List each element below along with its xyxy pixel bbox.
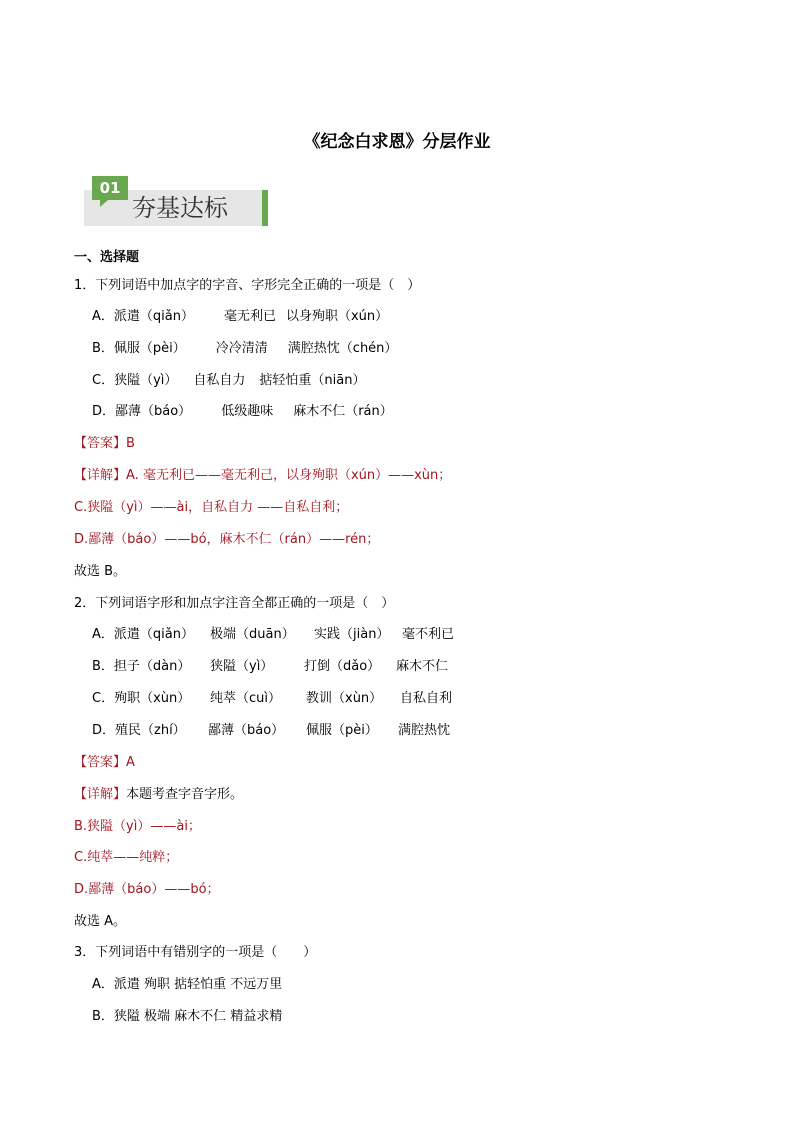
section-banner <box>84 176 274 228</box>
q2-b-word1: B．担子（dàn） <box>92 659 191 674</box>
q2-detail-intro: 本题考查字音字形。 <box>126 787 244 802</box>
q2-option-c <box>92 687 452 706</box>
q3-stem: 3．下列词语中有错别字的一项是（ ） <box>74 945 317 960</box>
q1-option-b <box>92 337 397 356</box>
q1-detail-line-2: C.狭隘（yì）——ài，自私自力 ——自私自利； <box>74 500 349 515</box>
q2-a-word2: 极端（duān） <box>210 627 295 642</box>
q2-option-b <box>92 655 448 674</box>
q1-d-word2: 低级趣味 <box>221 404 274 419</box>
q2-a-word3: 实践（jiàn） <box>314 627 390 642</box>
q3-option-a: A．派遣 殉职 掂轻怕重 不远万里 <box>92 977 283 992</box>
q2-detail-line-1 <box>74 783 243 802</box>
page-title: 《纪念白求恩》分层作业 <box>303 132 491 152</box>
q2-b-word2: 狭隘（yì） <box>210 659 274 674</box>
q1-c-word1: C．狭隘（yì） <box>92 373 178 388</box>
q1-answer-value: B <box>126 436 135 451</box>
q2-answer-tag: 【答案】 <box>74 755 127 770</box>
q2-d-word2: 鄙薄（báo） <box>208 723 285 738</box>
q2-d-word1: D．殖民（zhí） <box>92 723 186 738</box>
banner-number: 01 <box>92 176 128 200</box>
q1-d-word3: 麻木不仁（rán） <box>293 404 393 419</box>
q2-b-word4: 麻木不仁 <box>396 659 449 674</box>
q2-c-word4: 自私自利 <box>400 691 453 706</box>
q1-detail-tag: 【详解】 <box>74 468 127 483</box>
q1-a-word1: A．派遣（qiǎn） <box>92 309 194 324</box>
q2-c-word3: 教训（xùn） <box>306 691 383 706</box>
q2-d-word4: 满腔热忱 <box>398 723 451 738</box>
q2-c-word2: 纯萃（cuì） <box>210 691 281 706</box>
q2-option-a <box>92 623 454 642</box>
q1-answer-tag: 【答案】 <box>74 436 127 451</box>
q1-b-word3: 满腔热忱（chén） <box>287 341 398 356</box>
q2-conclusion: 故选 A。 <box>74 914 127 929</box>
q2-a-word4: 毫不利已 <box>402 627 455 642</box>
q1-b-word1: B．佩服（pèi） <box>92 341 186 356</box>
banner-label: 夯基达标 <box>132 194 228 222</box>
q1-stem: 1．下列词语中加点字的字音、字形完全正确的一项是（ ） <box>74 278 421 293</box>
q2-a-word1: A．派遣（qiǎn） <box>92 627 194 642</box>
q2-detail-line-2: B.狭隘（yì）——ài； <box>74 819 201 834</box>
q1-d-word1: D．鄙薄（báo） <box>92 404 192 419</box>
banner-accent-bar <box>262 190 268 226</box>
q1-c-word2: 自私自力 <box>193 373 246 388</box>
q2-answer <box>74 751 135 770</box>
q2-d-word3: 佩服（pèi） <box>306 723 378 738</box>
q2-c-word1: C．殉职（xùn） <box>92 691 191 706</box>
q1-detail-text-1: A. 毫无利已——毫无利己，以身殉职（xún）——xùn； <box>126 468 452 483</box>
q1-detail-line-1 <box>74 464 451 483</box>
q1-option-c <box>92 369 365 388</box>
q1-option-a <box>92 305 388 324</box>
q2-detail-line-3: C.纯萃——纯粹； <box>74 850 179 865</box>
q1-detail-line-3: D.鄙薄（báo）——bó，麻木不仁（rán）——rén； <box>74 532 380 547</box>
q2-detail-tag: 【详解】 <box>74 787 127 802</box>
q1-b-word2: 冷冷清清 <box>215 341 268 356</box>
q3-option-b: B．狭隘 极端 麻木不仁 精益求精 <box>92 1009 283 1024</box>
q2-stem: 2．下列词语字形和加点字注音全都正确的一项是（ ） <box>74 596 395 611</box>
q2-answer-value: A <box>126 755 135 770</box>
q2-detail-line-4: D.鄙薄（báo）——bó； <box>74 882 220 897</box>
q1-conclusion: 故选 B。 <box>74 564 127 579</box>
q1-a-word2: 毫无利已 <box>223 309 276 324</box>
q2-b-word3: 打倒（dǎo） <box>304 659 381 674</box>
section-heading: 一、选择题 <box>74 250 140 265</box>
q2-option-d <box>92 719 450 738</box>
q1-a-word3: 以身殉职（xún） <box>285 309 389 324</box>
q1-answer <box>74 432 135 451</box>
q1-c-word3: 掂轻怕重（niān） <box>259 373 366 388</box>
q1-option-d <box>92 400 393 419</box>
